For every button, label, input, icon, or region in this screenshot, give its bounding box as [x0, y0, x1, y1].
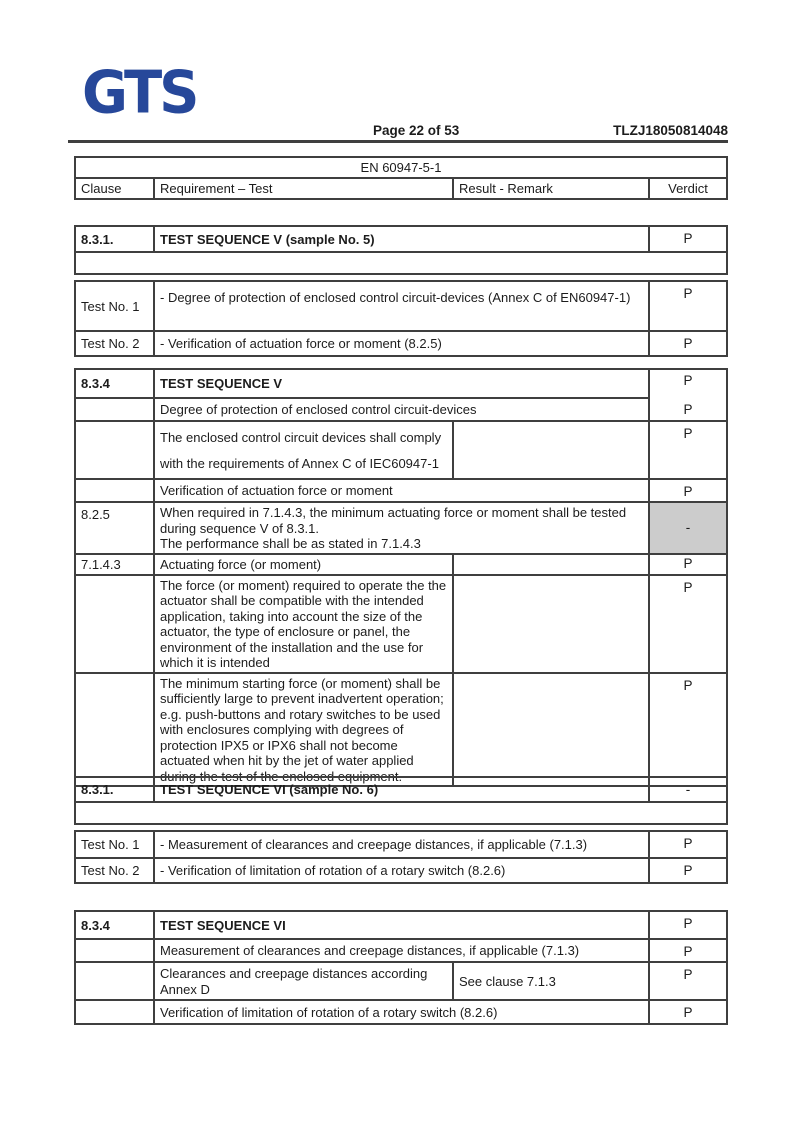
clause-cell: 8.3.4: [75, 911, 154, 939]
verdict-cell: P: [649, 479, 727, 502]
verdict-cell: P: [649, 962, 727, 1000]
result-cell: [453, 421, 649, 479]
requirement-cell: Measurement of clearances and creepage distances, if applicable (7.1.3): [154, 939, 649, 962]
clause-cell: 8.3.1.: [75, 777, 154, 802]
test-label-cell: Test No. 2: [75, 331, 154, 356]
column-header-requirement: Requirement – Test: [154, 178, 453, 199]
clause-cell: [75, 962, 154, 1000]
verdict-cell: P: [649, 831, 727, 858]
clause-cell: [75, 673, 154, 787]
verdict-cell: P: [649, 673, 727, 787]
verdict-value: P: [683, 402, 693, 417]
verdict-cell: P: [649, 911, 727, 939]
verdict-cell: P: [649, 858, 727, 883]
requirement-cell: Verification of limitation of rotation of a rotary switch (8.2.6): [154, 1000, 649, 1024]
requirement-cell: Actuating force (or moment): [154, 554, 453, 575]
column-header-clause: Clause: [75, 178, 154, 199]
verdict-cell: P: [649, 575, 727, 673]
empty-row: [75, 252, 727, 274]
requirement-cell: - Verification of limitation of rotation of a rotary switch (8.2.6): [154, 858, 649, 883]
requirement-cell: The minimum starting force (or moment) shall be sufficiently large to prevent inadvertent operation; e.g. push-buttons and rotary switches to be used with enclosures complying with degrees of protection IPX5 or IPX6 shall not become actuated when hit by the jet of water applied during the test of the enclosed equipment.: [154, 673, 453, 787]
empty-row: [75, 802, 727, 824]
seq6-summary-tests-table: [74, 830, 728, 884]
requirement-line: When required in 7.1.4.3, the minimum actuating force or moment shall be tested during sequence V of 8.3.1.: [160, 505, 627, 536]
column-header-table: [74, 156, 728, 200]
section-title-cell: TEST SEQUENCE V: [154, 369, 649, 398]
seq5-detail-table: [74, 368, 728, 787]
verdict-cell: P: [649, 421, 727, 479]
result-cell: [453, 554, 649, 575]
verdict-cell: [649, 369, 727, 421]
verdict-cell: P: [649, 331, 727, 356]
requirement-cell: Clearances and creepage distances according Annex D: [154, 962, 453, 1000]
clause-cell: 8.2.5: [75, 502, 154, 554]
clause-cell: [75, 575, 154, 673]
verdict-cell: P: [649, 554, 727, 575]
section-title-cell: TEST SEQUENCE VI (sample No. 6): [154, 777, 649, 802]
column-header-verdict: Verdict: [649, 178, 727, 199]
verdict-cell: P: [649, 939, 727, 962]
clause-cell: [75, 398, 154, 421]
verdict-value: P: [683, 373, 693, 388]
seq6-detail-table: [74, 910, 728, 1025]
verdict-cell: P: [649, 226, 727, 252]
requirement-cell: Degree of protection of enclosed control circuit-devices: [154, 398, 649, 421]
requirement-cell: - Verification of actuation force or moment (8.2.5): [154, 331, 649, 356]
clause-cell: [75, 479, 154, 502]
seq5-summary-tests-table: [74, 280, 728, 357]
standard-title: EN 60947-5-1: [75, 157, 727, 178]
requirement-cell: The force (or moment) required to operate the the actuator shall be compatible with the intended application, taking into account the size of the actuator, the type of enclosure or panel, the environment of the installation and the use for which it is intended: [154, 575, 453, 673]
verdict-cell: -: [649, 502, 727, 554]
clause-cell: 8.3.4: [75, 369, 154, 398]
report-number: TLZJ18050814048: [613, 123, 728, 138]
test-label-cell: Test No. 1: [75, 831, 154, 858]
requirement-cell: The enclosed control circuit devices shall comply with the requirements of Annex C of IEC60947-1: [154, 421, 453, 479]
gts-logo: GTS: [82, 58, 197, 128]
clause-cell: [75, 421, 154, 479]
header-divider: [68, 140, 728, 143]
verdict-cell: P: [649, 1000, 727, 1024]
column-header-result: Result - Remark: [453, 178, 649, 199]
clause-cell: 7.1.4.3: [75, 554, 154, 575]
verdict-cell: -: [649, 777, 727, 802]
seq5-summary-header-table: [74, 225, 728, 275]
requirement-cell: - Degree of protection of enclosed control circuit-devices (Annex C of EN60947-1): [154, 281, 649, 331]
clause-cell: [75, 939, 154, 962]
page-number: Page 22 of 53: [373, 123, 460, 138]
result-cell: See clause 7.1.3: [453, 962, 649, 1000]
requirement-cell: Verification of actuation force or moment: [154, 479, 649, 502]
section-title-cell: TEST SEQUENCE VI: [154, 911, 649, 939]
report-body: [74, 156, 726, 1132]
verdict-cell: P: [649, 281, 727, 331]
clause-cell: 8.3.1.: [75, 226, 154, 252]
clause-cell: [75, 1000, 154, 1024]
result-cell: [453, 575, 649, 673]
requirement-cell: [154, 502, 649, 554]
seq6-summary-header-table: [74, 776, 728, 825]
requirement-line: The performance shall be as stated in 7.1.4.3: [160, 536, 421, 551]
test-label-cell: Test No. 2: [75, 858, 154, 883]
requirement-cell: - Measurement of clearances and creepage distances, if applicable (7.1.3): [154, 831, 649, 858]
test-label-cell: Test No. 1: [75, 281, 154, 331]
result-cell: [453, 673, 649, 787]
section-title-cell: TEST SEQUENCE V (sample No. 5): [154, 226, 649, 252]
